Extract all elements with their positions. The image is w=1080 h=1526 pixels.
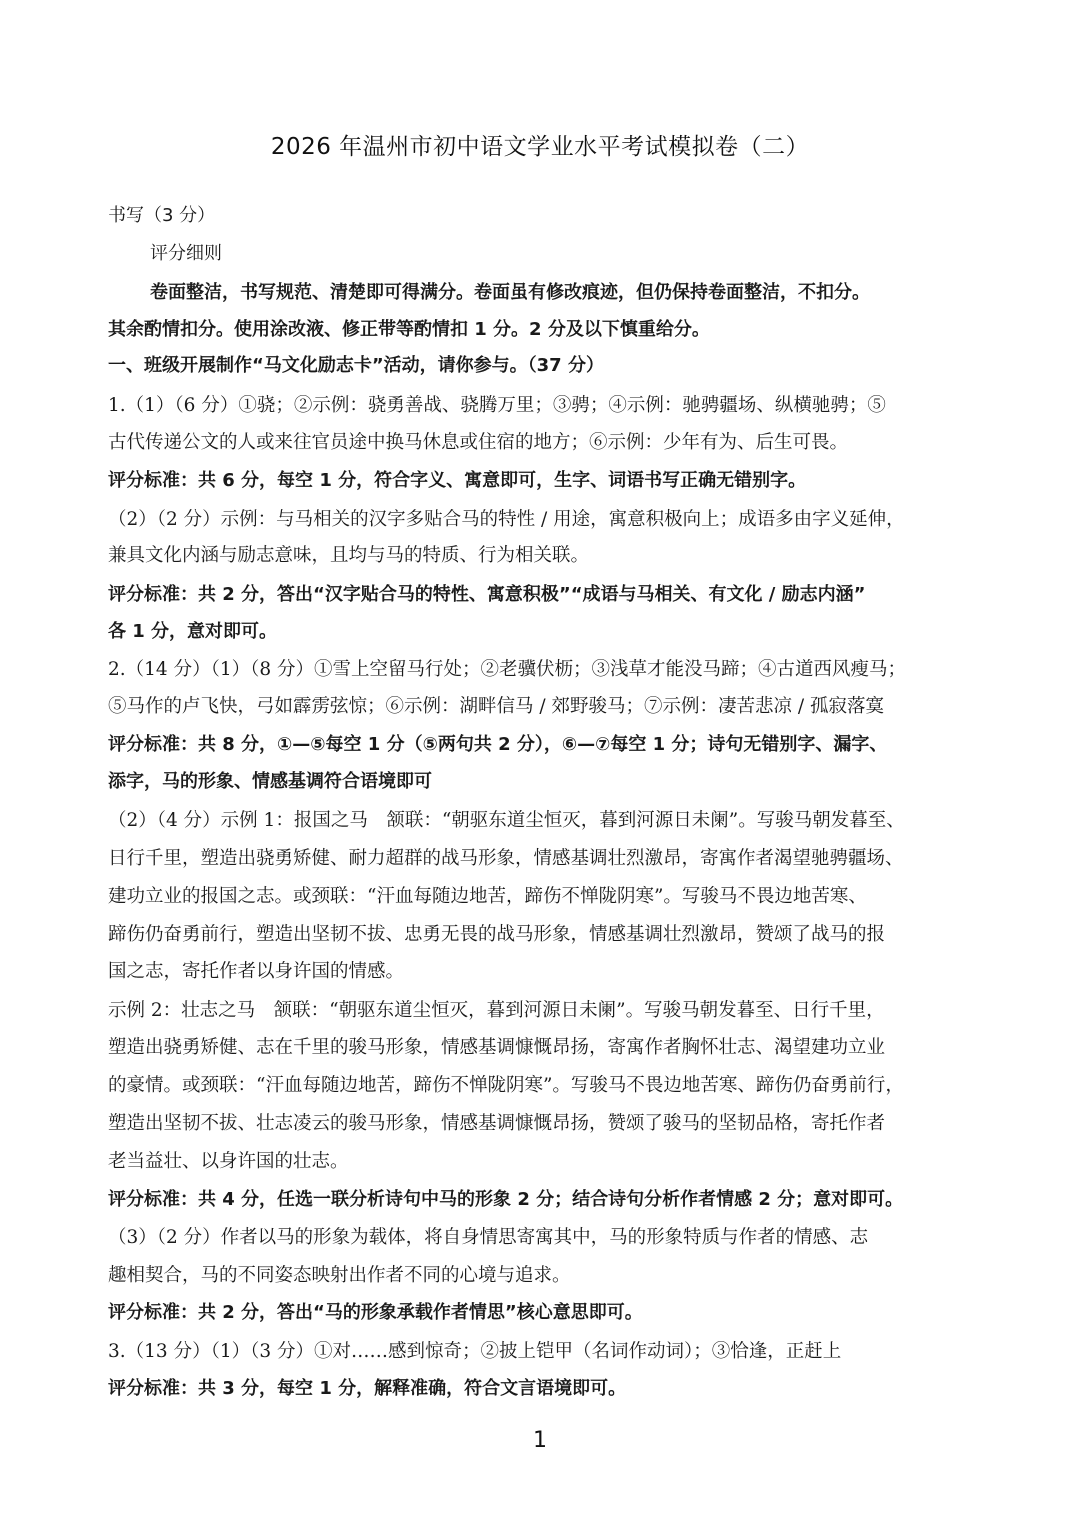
text-line: 兼具文化内涵与励志意味，且均与马的特质、行为相关联。 [108,545,590,566]
text-line: 书写（3 分） [108,205,216,226]
scoring-line: 评分标准：共 2 分，答出“马的形象承载作者情思”核心意思即可。 [108,1302,643,1323]
scoring-line: 添字，马的形象、情感基调符合语境即可 [108,771,432,792]
text-line: 建功立业的报国之志。或颈联：“汗血每随边地苦，蹄伤不惮陇阴寒”。写骏马不畏边地苦寒、 [108,886,867,907]
scoring-line: 评分标准：共 4 分，任选一联分析诗句中马的形象 2 分；结合诗句分析作者情感 2 分；意对即可。 [108,1189,904,1210]
text-line: 塑造出坚韧不拔、壮志凌云的骏马形象，情感基调慷慨昂扬，赞颂了骏马的坚韧品格，寄托作者 [108,1113,886,1134]
text-line: （2）（2 分）示例：与马相关的汉字多贴合马的特性 / 用途，寓意积极向上；成语多由字义延伸， [108,509,905,530]
text-line: 蹄伤仍奋勇前行，塑造出坚韧不拔、忠勇无畏的战马形象，情感基调壮烈激昂，赞颂了战马的报 [108,924,886,945]
section-heading: 一、班级开展制作“马文化励志卡”活动，请你参与。（37 分） [108,355,604,376]
text-line: 1.（1）（6 分）①骁；②示例：骁勇善战、骁腾万里；③骋；④示例：驰骋疆场、纵横驰骋；⑤ [108,395,886,416]
scoring-line: 评分标准：共 3 分，每空 1 分，解释准确，符合文言语境即可。 [108,1378,627,1399]
text-line: 示例 2：壮志之马 颔联：“朝驱东道尘恒灭，暮到河源日未阑”。写骏马朝发暮至、日行千里， [108,1000,885,1021]
scoring-line: 各 1 分，意对即可。 [108,621,278,642]
text-line: 日行千里，塑造出骁勇矫健、耐力超群的战马形象，情感基调壮烈激昂，寄寓作者渴望驰骋疆场、 [108,848,904,869]
text-line: （3）（2 分）作者以马的形象为载体，将自身情思寄寓其中，马的形象特质与作者的情感、志 [108,1227,869,1248]
scoring-line: 评分标准：共 6 分，每空 1 分，符合字义、寓意即可，生字、词语书写正确无错别字。 [108,470,807,491]
text-line: 2.（14 分）（1）（8 分）①雪上空留马行处；②老骥伏枥；③浅草才能没马蹄；④古道西风瘦马； [108,659,906,680]
text-line: 的豪情。或颈联：“汗血每随边地苦，蹄伤不惮陇阴寒”。写骏马不畏边地苦寒、蹄伤仍奋勇前行， [108,1075,904,1096]
text-line: ⑤马作的卢飞快，弓如霹雳弦惊；⑥示例：湖畔信马 / 郊野骏马；⑦示例：凄苦悲凉 / 孤寂落寞 [108,696,884,717]
text-line: （2）（4 分）示例 1：报国之马 颔联：“朝驱东道尘恒灭，暮到河源日未阑”。写骏马朝发暮至、 [108,810,905,831]
scoring-line: 评分标准：共 8 分，①—⑤每空 1 分（⑤两句共 2 分），⑥—⑦每空 1 分；诗句无错别字、漏字、 [108,734,888,755]
text-line: 评分细则 [150,243,222,264]
text-line: 趣相契合，马的不同姿态映射出作者不同的心境与追求。 [108,1265,571,1286]
page-number: 1 [533,1428,547,1453]
text-line: 国之志，寄托作者以身许国的情感。 [108,961,405,982]
text-line: 其余酌情扣分。使用涂改液、修正带等酌情扣 1 分。2 分及以下慎重给分。 [108,319,710,340]
scoring-line: 评分标准：共 2 分，答出“汉字贴合马的特性、寓意积极”“成语与马相关、有文化 / 励志内涵” [108,584,866,605]
document-title: 2026 年温州市初中语文学业水平考试模拟卷（二） [270,134,810,160]
text-line: 卷面整洁，书写规范、清楚即可得满分。卷面虽有修改痕迹，但仍保持卷面整洁，不扣分。 [150,282,870,303]
text-line: 3.（13 分）（1）（3 分）①对……感到惊奇；②披上铠甲（名词作动词）；③恰逢，正赶上 [108,1341,842,1362]
text-line: 古代传递公文的人或来往官员途中换马休息或住宿的地方；⑥示例：少年有为、后生可畏。 [108,432,849,453]
text-line: 塑造出骁勇矫健、志在千里的骏马形象，情感基调慷慨昂扬，寄寓作者胸怀壮志、渴望建功立业 [108,1037,886,1058]
text-line: 老当益壮、以身许国的壮志。 [108,1151,349,1172]
